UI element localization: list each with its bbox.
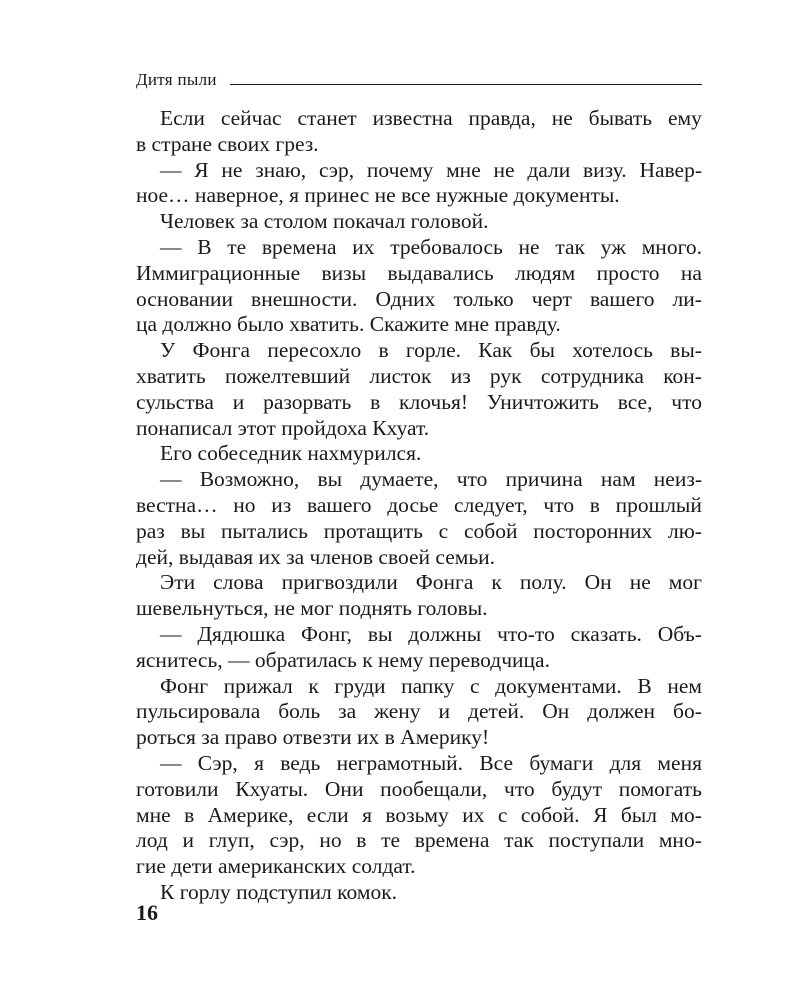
text-line: роться за право отвезти их в Америку! <box>136 725 490 750</box>
text-line: готовили Кхуаты. Они пообещали, что будут помогать <box>136 776 702 801</box>
text-line: Эти слова пригвоздили Фонга к полу. Он не мог <box>160 570 702 595</box>
text-line: — Дядюшка Фонг, вы должны что-то сказать. Объ- <box>160 621 702 646</box>
text-line: К горлу подступил комок. <box>160 879 398 904</box>
text-line: — Я не знаю, сэр, почему мне не дали визу. Навер- <box>160 157 702 182</box>
text-line: хватить пожелтевший листок из рук сотрудника кон- <box>136 363 702 388</box>
text-line: Фонг прижал к груди папку с документами. В нем <box>160 673 702 698</box>
text-line: гие дети американских солдат. <box>136 854 416 879</box>
header-rule <box>230 84 702 85</box>
text-line: вестна… но из вашего досье следует, что в прошлый <box>136 492 702 517</box>
text-line: шевельнуться, не мог поднять головы. <box>136 596 488 621</box>
text-line: У Фонга пересохло в горле. Как бы хотелось вы- <box>160 338 702 363</box>
text-line: раз вы пытались протащить с собой посторонних лю- <box>136 518 702 543</box>
text-line: яснитесь, — обратилась к нему переводчица. <box>136 647 550 672</box>
text-line: Его собеседник нахмурился. <box>160 441 422 466</box>
text-line: мне в Америке, если я возьму их с собой. Я был мо- <box>136 802 702 827</box>
text-line: понаписал этот пройдоха Кхуат. <box>136 415 430 440</box>
text-line: Человек за столом покачал головой. <box>160 209 489 234</box>
text-line: сульства и разорвать в клочья! Уничтожить все, что <box>136 389 702 414</box>
text-line: в стране своих грез. <box>136 131 319 156</box>
page-header <box>136 70 702 92</box>
text-line: — Возможно, вы думаете, что причина нам неиз- <box>160 467 702 492</box>
text-line: основании внешности. Одних только черт вашего ли- <box>136 286 702 311</box>
text-line: ца должно было хватить. Скажите мне правду. <box>136 312 561 337</box>
text-line: ное… наверное, я принес не все нужные документы. <box>136 183 620 208</box>
text-line: дей, выдавая их за членов своей семьи. <box>136 544 496 569</box>
text-line: — В те времена их требовалось не так уж много. <box>160 234 702 259</box>
text-line: Если сейчас станет известна правда, не бывать ему <box>160 106 702 130</box>
body-text <box>136 106 702 906</box>
text-line: — Сэр, я ведь неграмотный. Все бумаги для меня <box>160 750 702 775</box>
text-line: Иммиграционные визы выдавались людям просто на <box>136 260 702 285</box>
text-line: пульсировала боль за жену и детей. Он должен бо- <box>136 699 702 724</box>
text-line: лод и глуп, сэр, но в те времена так поступали мно- <box>136 828 702 853</box>
page-number: 16 <box>136 900 158 925</box>
running-title: Дитя пыли <box>136 70 223 90</box>
